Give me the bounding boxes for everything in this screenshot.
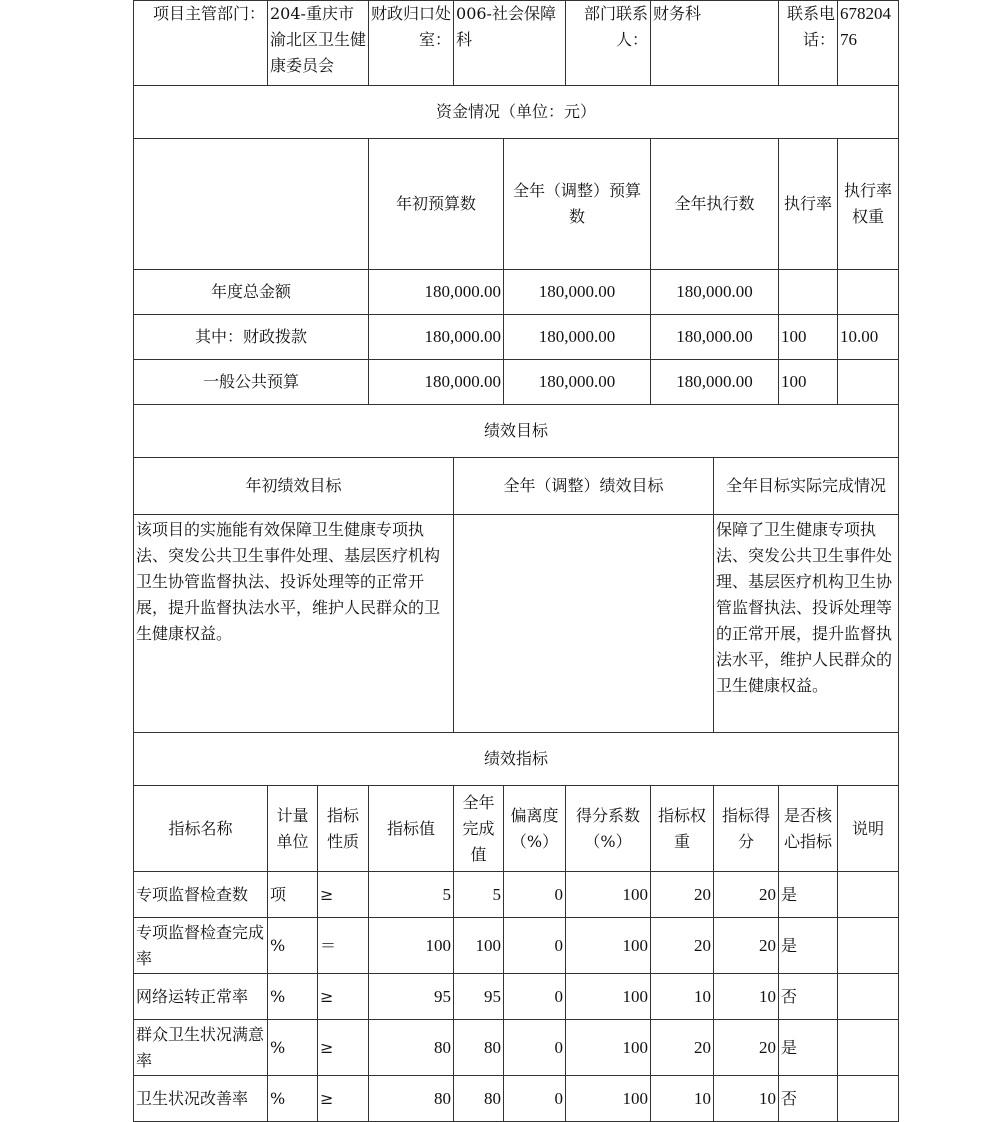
initial-goal-text: 该项目的实施能有效保障卫生健康专项执法、突发公共卫生事件处理、基层医疗机构卫生协管监督执法、投诉处理等的正常开展，提升监督执法水平，维护人民群众的卫生健康权益。 <box>134 515 454 733</box>
ind-actual: 80 <box>454 1076 504 1122</box>
adjusted-goal-text <box>454 515 714 733</box>
funds-row-init: 180,000.00 <box>369 315 504 360</box>
funds-row-weight <box>838 270 899 315</box>
ind-col-target: 指标值 <box>369 786 454 872</box>
funds-row-weight: 10.00 <box>838 315 899 360</box>
ind-actual: 5 <box>454 872 504 918</box>
funds-section-title: 资金情况（单位：元） <box>134 86 899 139</box>
funds-row-adj: 180,000.00 <box>504 270 651 315</box>
ind-col-unit: 计量单位 <box>268 786 318 872</box>
ind-target: 5 <box>369 872 454 918</box>
indicator-row <box>134 918 899 974</box>
phone-label: 联系电话： <box>779 1 838 86</box>
col-exec: 全年执行数 <box>651 139 779 270</box>
ind-coef: 100 <box>566 1076 651 1122</box>
ind-nature: ≥ <box>318 1076 369 1122</box>
funds-row <box>134 270 899 315</box>
contact-value: 财务科 <box>651 1 779 86</box>
ind-core: 是 <box>779 918 838 974</box>
funds-row-init: 180,000.00 <box>369 270 504 315</box>
funds-row-exec: 180,000.00 <box>651 315 779 360</box>
ind-col-weight: 指标权重 <box>651 786 714 872</box>
funds-row-rate: 100 <box>779 315 838 360</box>
ind-core: 是 <box>779 1020 838 1076</box>
col-actual-completion: 全年目标实际完成情况 <box>714 458 899 515</box>
ind-col-note: 说明 <box>838 786 899 872</box>
finance-label: 财政归口处室： <box>369 1 454 86</box>
contact-label: 部门联系人： <box>566 1 651 86</box>
ind-target: 80 <box>369 1020 454 1076</box>
ind-score: 10 <box>714 974 779 1020</box>
ind-target: 95 <box>369 974 454 1020</box>
performance-report-table <box>133 0 899 1122</box>
funds-row-adj: 180,000.00 <box>504 315 651 360</box>
funds-header-row <box>134 139 899 270</box>
ind-deviation: 0 <box>504 872 566 918</box>
header-row <box>134 1 899 86</box>
ind-weight: 10 <box>651 974 714 1020</box>
ind-deviation: 0 <box>504 1020 566 1076</box>
ind-col-nature: 指标性质 <box>318 786 369 872</box>
indicator-row <box>134 1076 899 1122</box>
ind-unit: % <box>268 918 318 974</box>
ind-weight: 10 <box>651 1076 714 1122</box>
funds-row <box>134 360 899 405</box>
phone-value: 67820476 <box>838 1 899 86</box>
col-rate: 执行率 <box>779 139 838 270</box>
ind-note <box>838 974 899 1020</box>
goals-section-title: 绩效目标 <box>134 405 899 458</box>
ind-nature: ≥ <box>318 872 369 918</box>
ind-nature: ≥ <box>318 974 369 1020</box>
col-budget-init: 年初预算数 <box>369 139 504 270</box>
ind-col-coef: 得分系数（%） <box>566 786 651 872</box>
ind-unit: % <box>268 974 318 1020</box>
funds-header-blank <box>134 139 369 270</box>
ind-deviation: 0 <box>504 974 566 1020</box>
col-weight: 执行率权重 <box>838 139 899 270</box>
ind-target: 80 <box>369 1076 454 1122</box>
ind-note <box>838 1076 899 1122</box>
ind-col-score: 指标得分 <box>714 786 779 872</box>
ind-coef: 100 <box>566 1020 651 1076</box>
ind-name: 群众卫生状况满意率 <box>134 1020 268 1076</box>
indicator-row <box>134 1020 899 1076</box>
ind-score: 20 <box>714 872 779 918</box>
ind-nature: ≥ <box>318 1020 369 1076</box>
funds-row-exec: 180,000.00 <box>651 360 779 405</box>
indicator-row <box>134 872 899 918</box>
ind-col-actual: 全年完成值 <box>454 786 504 872</box>
funds-row-rate: 100 <box>779 360 838 405</box>
ind-col-core: 是否核心指标 <box>779 786 838 872</box>
ind-deviation: 0 <box>504 1076 566 1122</box>
ind-weight: 20 <box>651 918 714 974</box>
funds-row-adj: 180,000.00 <box>504 360 651 405</box>
ind-coef: 100 <box>566 974 651 1020</box>
goals-header-row <box>134 458 899 515</box>
dept-value: 204-重庆市渝北区卫生健康委员会 <box>268 1 369 86</box>
funds-row-exec: 180,000.00 <box>651 270 779 315</box>
ind-weight: 20 <box>651 1020 714 1076</box>
dept-label: 项目主管部门： <box>134 1 268 86</box>
ind-name: 卫生状况改善率 <box>134 1076 268 1122</box>
ind-note <box>838 872 899 918</box>
ind-name: 专项监督检查完成率 <box>134 918 268 974</box>
ind-name: 专项监督检查数 <box>134 872 268 918</box>
col-initial-goal: 年初绩效目标 <box>134 458 454 515</box>
ind-actual: 95 <box>454 974 504 1020</box>
funds-row-name: 年度总金额 <box>134 270 369 315</box>
ind-col-name: 指标名称 <box>134 786 268 872</box>
ind-unit: % <box>268 1020 318 1076</box>
funds-row-rate <box>779 270 838 315</box>
funds-row <box>134 315 899 360</box>
indicator-row <box>134 974 899 1020</box>
indicators-section-title: 绩效指标 <box>134 733 899 786</box>
ind-core: 否 <box>779 974 838 1020</box>
goals-content-row <box>134 515 899 733</box>
col-budget-adj: 全年（调整）预算数 <box>504 139 651 270</box>
funds-row-name: 其中：财政拨款 <box>134 315 369 360</box>
ind-coef: 100 <box>566 872 651 918</box>
ind-name: 网络运转正常率 <box>134 974 268 1020</box>
actual-completion-text: 保障了卫生健康专项执法、突发公共卫生事件处理、基层医疗机构卫生协管监督执法、投诉处理等的正常开展，提升监督执法水平，维护人民群众的卫生健康权益。 <box>714 515 899 733</box>
ind-actual: 80 <box>454 1020 504 1076</box>
ind-note <box>838 918 899 974</box>
funds-row-name: 一般公共预算 <box>134 360 369 405</box>
ind-target: 100 <box>369 918 454 974</box>
ind-core: 否 <box>779 1076 838 1122</box>
ind-unit: % <box>268 1076 318 1122</box>
ind-weight: 20 <box>651 872 714 918</box>
ind-note <box>838 1020 899 1076</box>
ind-deviation: 0 <box>504 918 566 974</box>
ind-coef: 100 <box>566 918 651 974</box>
funds-row-init: 180,000.00 <box>369 360 504 405</box>
ind-score: 20 <box>714 1020 779 1076</box>
ind-score: 10 <box>714 1076 779 1122</box>
funds-row-weight <box>838 360 899 405</box>
ind-score: 20 <box>714 918 779 974</box>
indicators-header-row <box>134 786 899 872</box>
ind-col-deviation: 偏离度（%） <box>504 786 566 872</box>
ind-core: 是 <box>779 872 838 918</box>
ind-nature: ＝ <box>318 918 369 974</box>
finance-value: 006-社会保障科 <box>454 1 566 86</box>
ind-actual: 100 <box>454 918 504 974</box>
ind-unit: 项 <box>268 872 318 918</box>
col-adjusted-goal: 全年（调整）绩效目标 <box>454 458 714 515</box>
